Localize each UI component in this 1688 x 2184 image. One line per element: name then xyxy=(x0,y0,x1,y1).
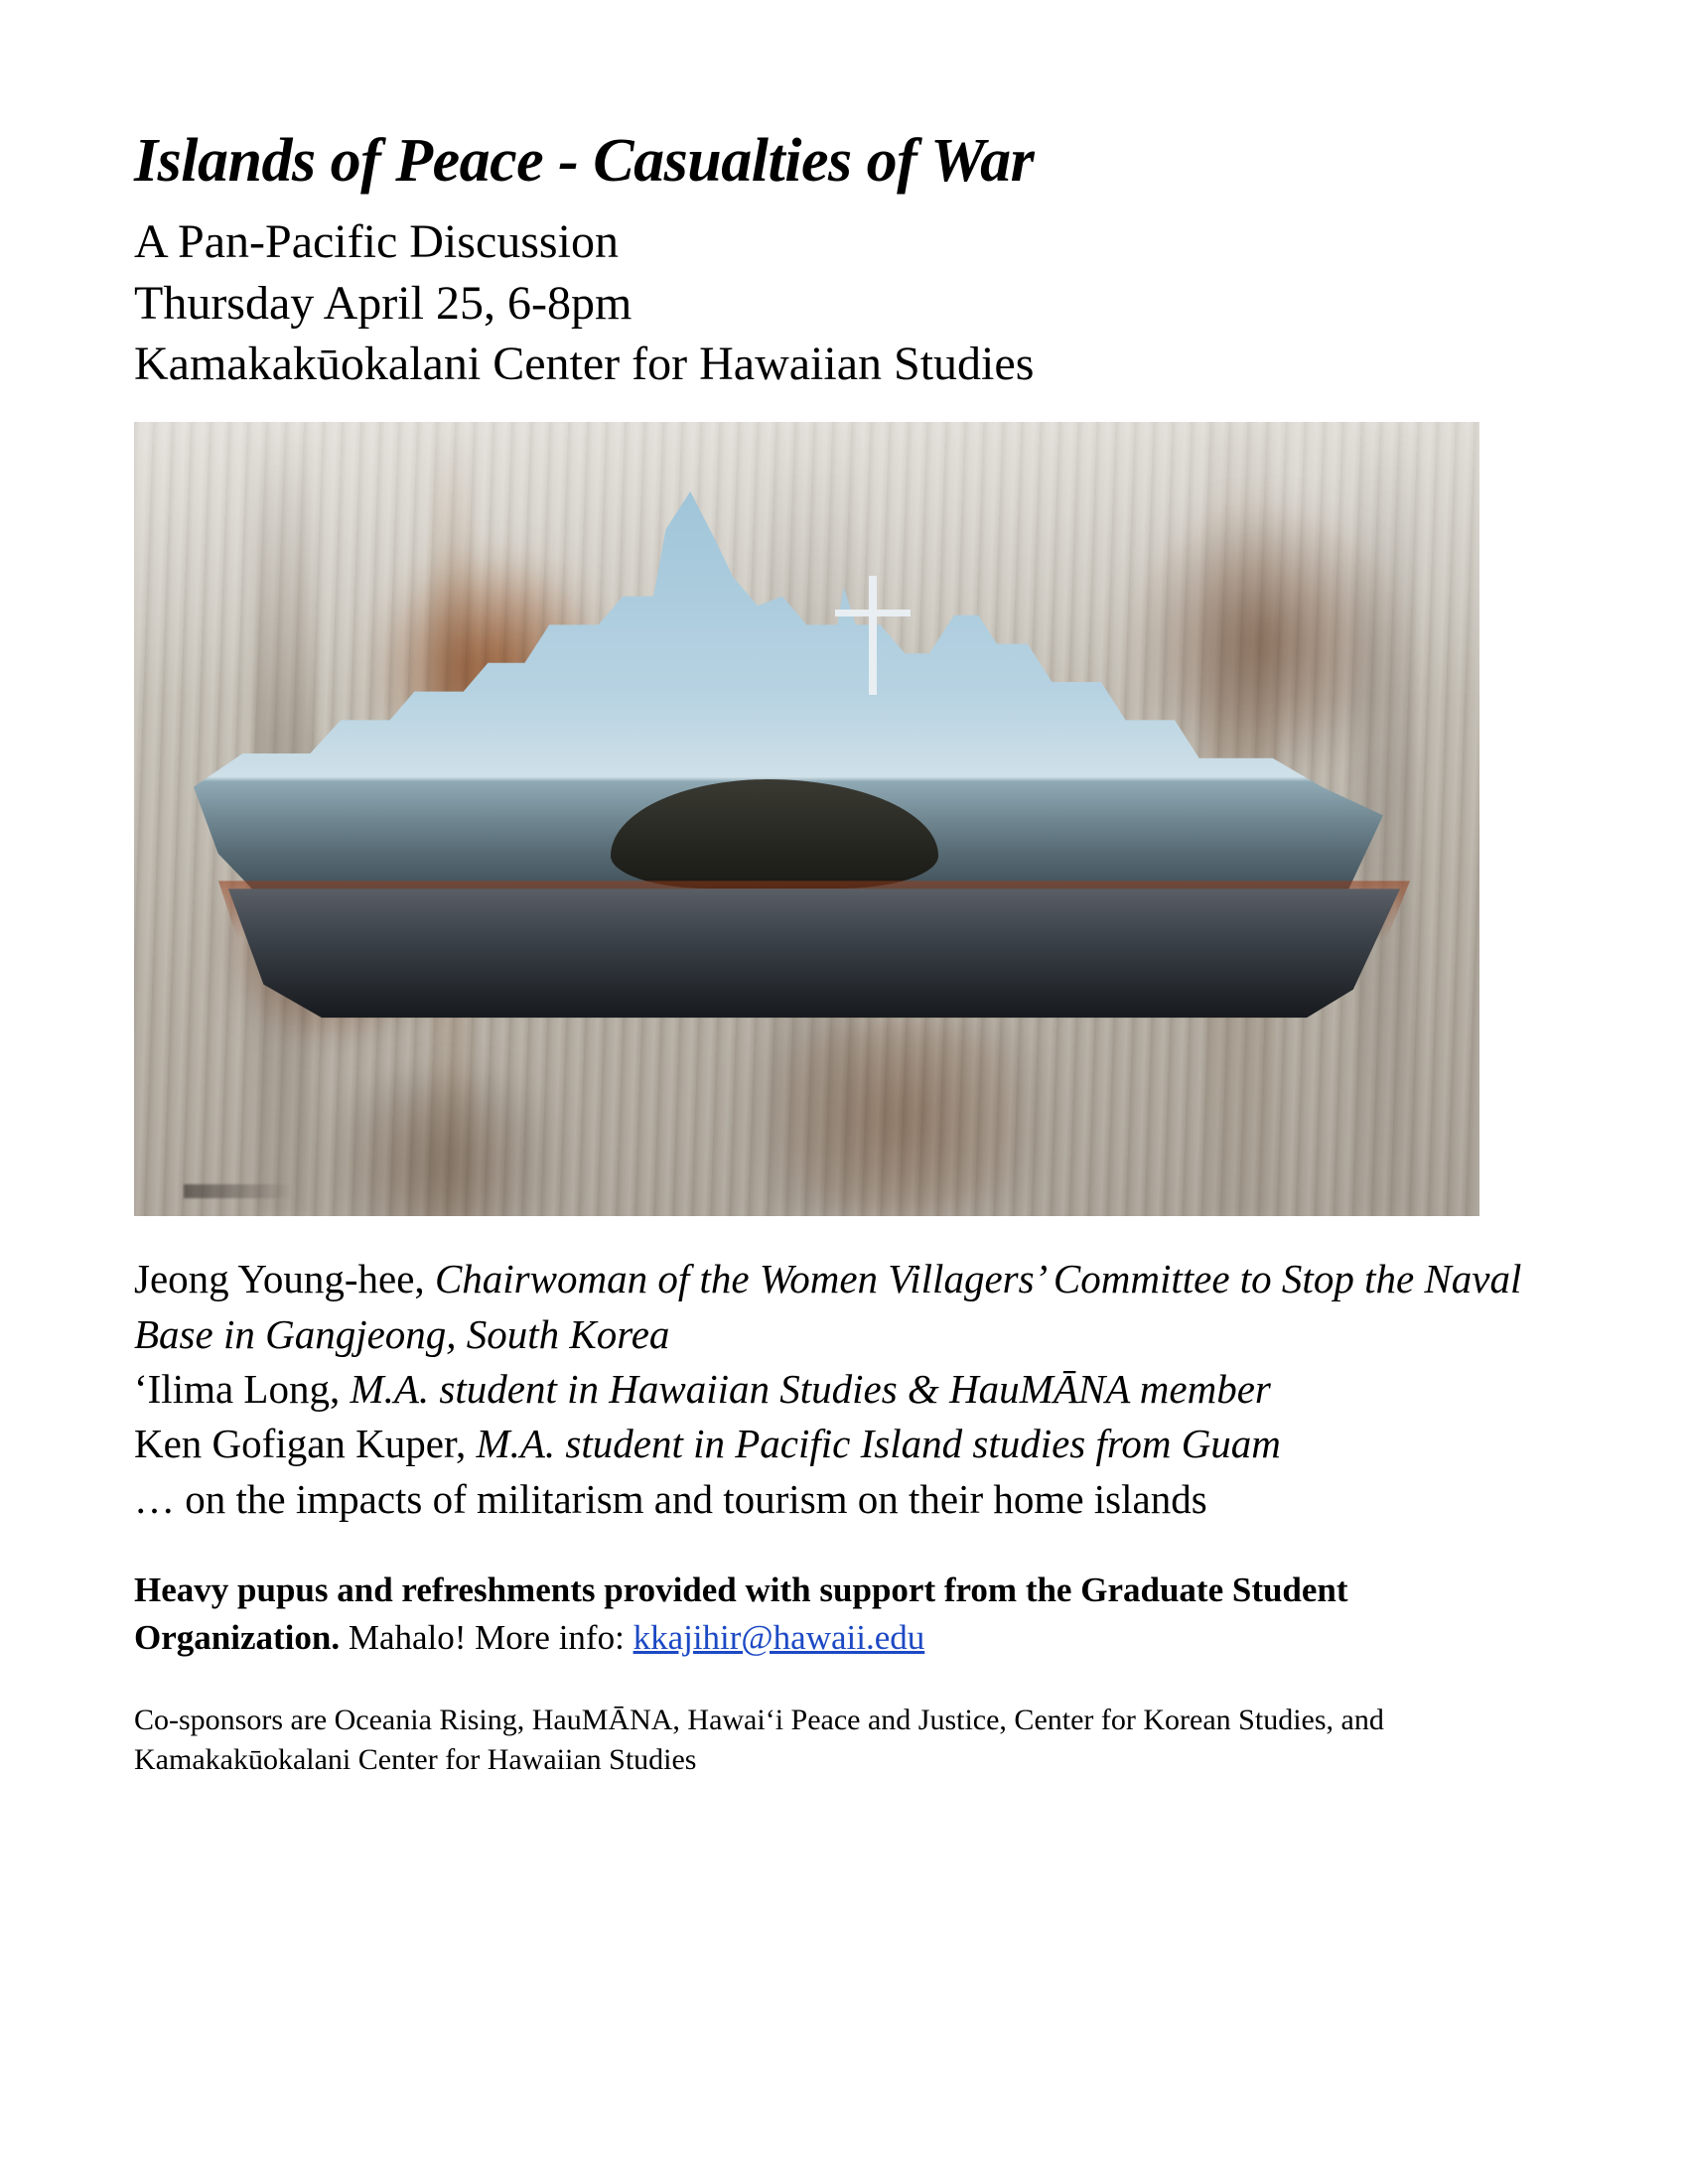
speaker-3 xyxy=(134,1417,1539,1471)
event-datetime: Thursday April 25, 6-8pm xyxy=(134,276,633,330)
speaker-list xyxy=(134,1252,1539,1527)
speaker-1-name: Jeong Young-hee, xyxy=(134,1256,425,1302)
topic-line: … on the impacts of militarism and tourism on their home islands xyxy=(134,1475,1207,1522)
page-title: Islands of Peace - Casualties of War xyxy=(134,127,1035,195)
artwork-image xyxy=(134,422,1479,1216)
speaker-2 xyxy=(134,1362,1539,1417)
cosponsors-text: Co-sponsors are Oceania Rising, HauMĀNA, Hawaiʻi Peace and Justice, Center for Korean Studies, and Kamakakūokalani Center for Hawaiian Studies xyxy=(134,1703,1384,1776)
ship-mast xyxy=(869,576,877,695)
support-note xyxy=(134,1567,1539,1663)
speaker-1 xyxy=(134,1252,1539,1362)
speaker-3-role: M.A. student in Pacific Island studies from Guam xyxy=(476,1421,1281,1467)
speaker-2-role: M.A. student in Hawaiian Studies & HauMĀNA member xyxy=(350,1366,1271,1413)
ship-hull xyxy=(228,888,1400,1018)
support-rest-text: Mahalo! More info: xyxy=(348,1618,625,1658)
event-venue: Kamakakūokalani Center for Hawaiian Studies xyxy=(134,337,1035,390)
contact-email-link[interactable]: kkajihir@hawaii.edu xyxy=(633,1618,925,1658)
event-subtitle: A Pan-Pacific Discussion xyxy=(134,215,619,269)
support-bold-text: Heavy pupus and refreshments provided with support from the Graduate Student Organization. xyxy=(134,1570,1348,1658)
speaker-1-role: Chairwoman of the Women Villagers’ Committee to Stop the Naval Base in Gangjeong, South Korea xyxy=(134,1256,1522,1357)
rust-patch xyxy=(690,1018,1107,1216)
speaker-3-name: Ken Gofigan Kuper, xyxy=(134,1421,467,1467)
artist-signature xyxy=(184,1184,293,1198)
speaker-2-name: ‘Ilima Long, xyxy=(134,1366,341,1413)
